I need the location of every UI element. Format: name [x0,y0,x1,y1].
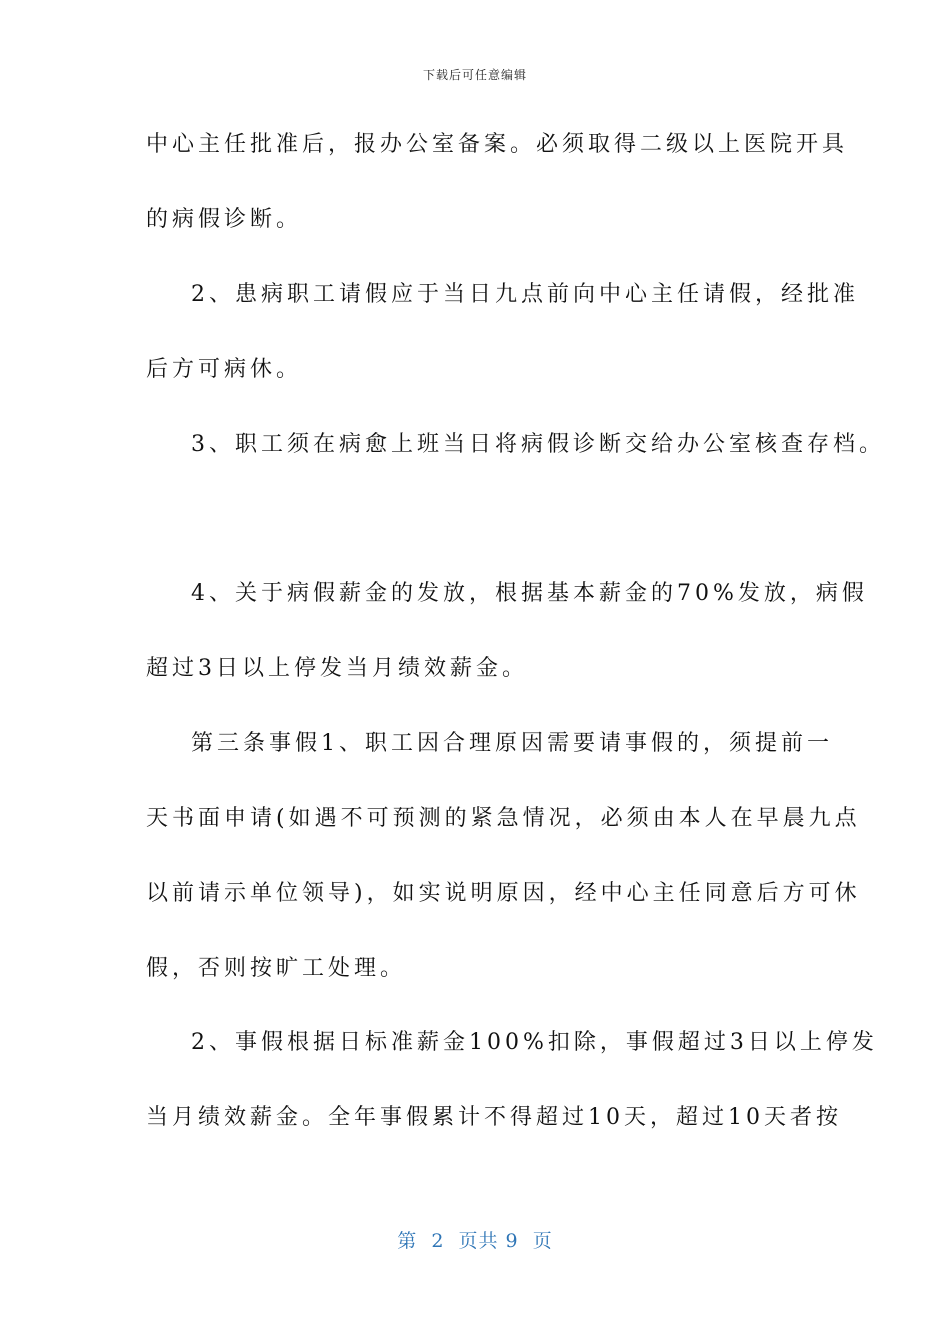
download-note: 下载后可任意编辑 [422,68,527,82]
paragraph-line: 假，否则按旷工处理。 [146,956,407,981]
paragraph-line: 中心主任批准后，报办公室备案。必须取得二级以上医院开具 [146,132,849,157]
paragraph-line: 第三条事假1、职工因合理原因需要请事假的，须提前一 [191,731,833,756]
paragraph-line: 当月绩效薪金。全年事假累计不得超过10天，超过10天者按 [146,1105,842,1130]
page-number: 第 2 页共 9 页 [397,1230,553,1252]
paragraph-line: 天书面申请(如遇不可预测的紧急情况，必须由本人在早晨九点 [146,806,861,831]
paragraph-line: 的病假诊断。 [146,207,303,232]
paragraph-line: 以前请示单位领导)，如实说明原因，经中心主任同意后方可休 [146,881,861,906]
paragraph-line: 2、患病职工请假应于当日九点前向中心主任请假，经批准 [191,282,859,307]
paragraph-line: 超过3日以上停发当月绩效薪金。 [146,656,528,681]
paragraph-line: 3、职工须在病愈上班当日将病假诊断交给办公室核查存档。 [191,432,885,457]
paragraph-line: 后方可病休。 [146,357,303,382]
paragraph-line: 4、关于病假薪金的发放，根据基本薪金的70%发放，病假 [191,581,868,606]
paragraph-line: 2、事假根据日标准薪金100%扣除，事假超过3日以上停发 [191,1030,878,1055]
